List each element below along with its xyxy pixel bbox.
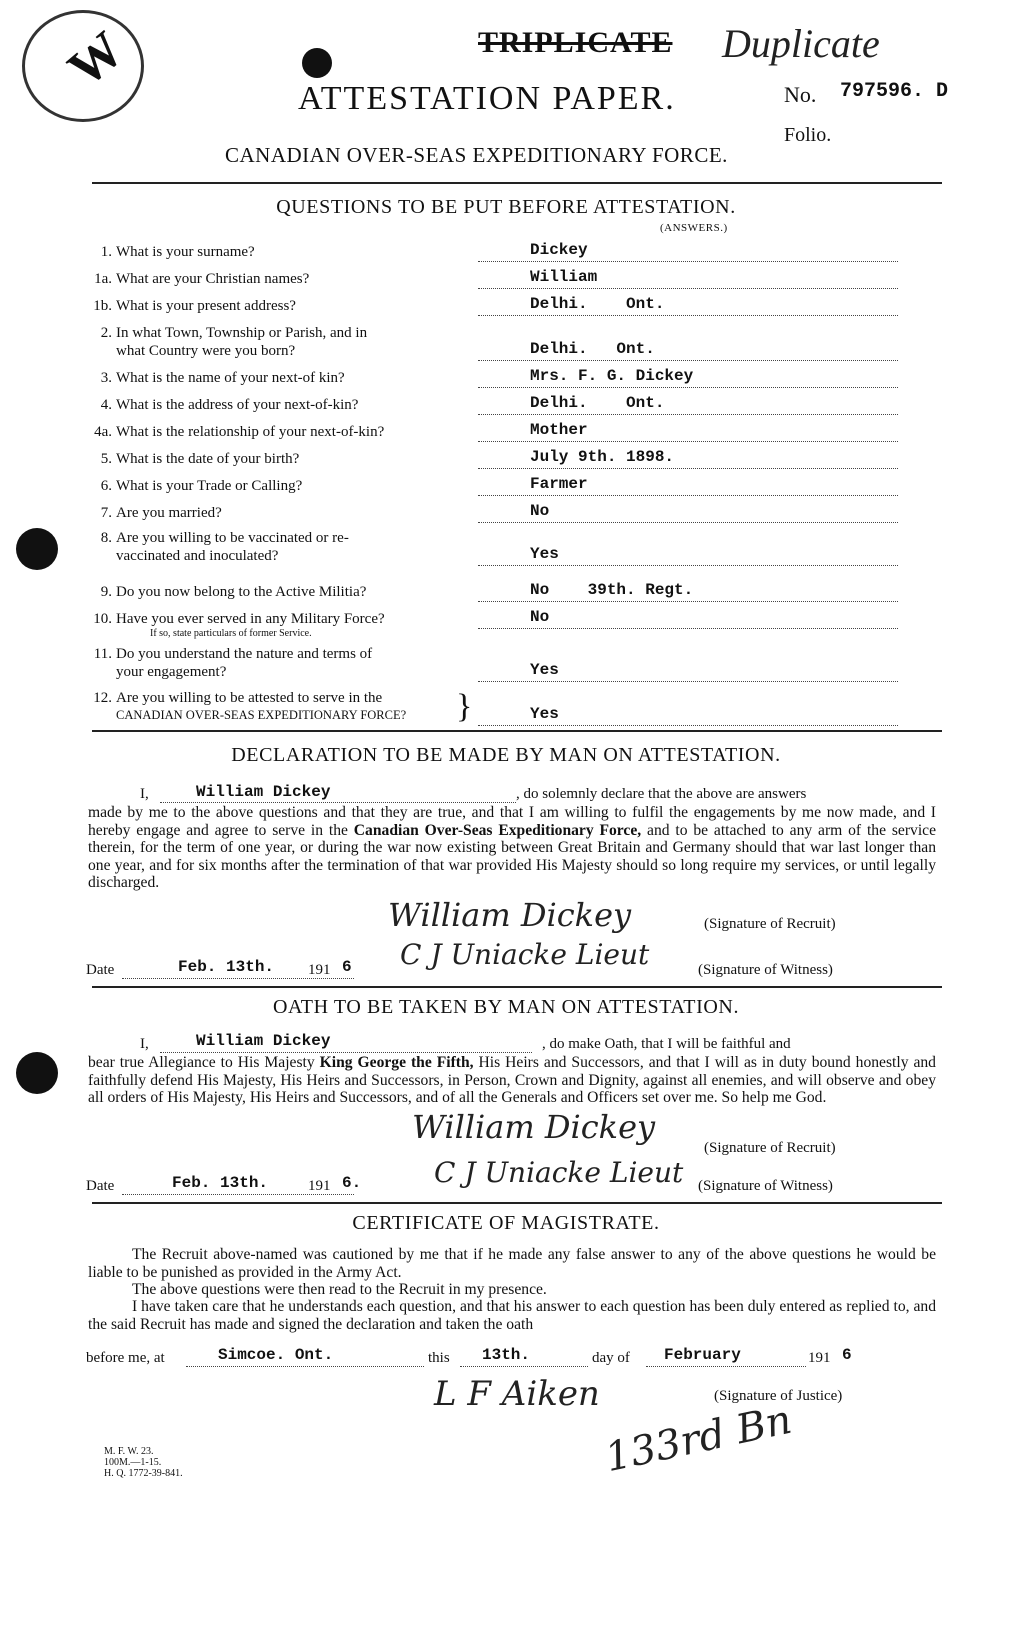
declaration-body-part-a: made by me to the above questions and that they are true, and that I am willing to fulfil the engagements by me now made, and I hereby engage and agree to serve in the (88, 804, 936, 839)
question-answer: Yes (530, 705, 559, 723)
question-text-continued: vaccinated and inoculated? (116, 548, 279, 564)
certificate-day-line (460, 1366, 588, 1367)
declaration-recruit-label: (Signature of Recruit) (704, 916, 836, 932)
question-text-continued: your engagement? (116, 664, 227, 680)
oath-heading: OATH TO BE TAKEN BY MAN ON ATTESTATION. (272, 996, 740, 1018)
declaration-year-prefix: 191 (308, 962, 331, 978)
regimental-number: 797596. D (840, 80, 949, 103)
oath-body (88, 1054, 936, 1107)
oath-recruit-signature: William Dickey (412, 1108, 656, 1146)
answer-line (478, 315, 898, 316)
question-answer: No (530, 608, 550, 626)
answer-line (478, 288, 898, 289)
questions-heading: QUESTIONS TO BE PUT BEFORE ATTESTATION. (276, 196, 736, 218)
question-answer: No (530, 502, 550, 520)
question-text: What is your present address? (116, 298, 296, 314)
declaration-body (88, 804, 936, 892)
question-number: 6. (100, 478, 112, 494)
folio-label: Folio. (784, 124, 832, 146)
question-answer: Farmer (530, 475, 588, 493)
question-text-continued: what Country were you born? (116, 343, 296, 359)
document-title: ATTESTATION PAPER. (298, 80, 676, 117)
header-divider (92, 182, 942, 184)
punch-hole-left-1 (16, 528, 58, 570)
declaration-date-label: Date (86, 962, 115, 978)
question-text: What is your Trade or Calling? (116, 478, 303, 494)
oath-year-prefix: 191 (308, 1178, 331, 1194)
declaration-body-part-b: and to be attached to any arm of the service therein, for the term of one year, or during the war now existing between Great Britain and Germany should that war last longer than one year, and for six months after the termination of that war provided His Majesty should so long require my services, or until legally discharged. (88, 821, 936, 891)
question-text: Do you now belong to the Active Militia? (116, 584, 367, 600)
declaration-year-digit: 6 (342, 958, 352, 976)
question-text: What are your Christian names? (116, 271, 310, 287)
question-12-bracket: } (456, 688, 473, 725)
declaration-divider (92, 986, 942, 988)
answer-line (478, 681, 898, 682)
answer-line (478, 725, 898, 726)
oath-witness-label: (Signature of Witness) (698, 1178, 833, 1194)
question-number: 8. (100, 530, 112, 546)
question-text: What is the name of your next-of kin? (116, 370, 345, 386)
question-number: 3. (100, 370, 112, 386)
oath-divider (92, 1202, 942, 1204)
form-code-footer (104, 1446, 183, 1479)
question-answer: Dickey (530, 241, 588, 259)
declaration-line1-rest: , do solemnly declare that the above are answers (516, 786, 807, 802)
oath-date: Feb. 13th. (172, 1174, 269, 1192)
declaration-witness-signature: C J Uniacke Lieut (400, 938, 650, 971)
oath-line1-rest: , do make Oath, that I will be faithful and (542, 1036, 791, 1052)
certificate-para-3: I have taken care that he understands each question, and that his answer to each question has been duly entered as replied to, and the said Recruit has made and signed the declaration and taken the oath (88, 1298, 936, 1333)
question-answer: No 39th. Regt. (530, 581, 694, 599)
certificate-place-line (186, 1366, 424, 1367)
question-text: Are you willing to be attested to serve in the (116, 690, 383, 706)
oath-name: William Dickey (196, 1032, 331, 1050)
question-text: Are you married? (116, 505, 222, 521)
answer-line (478, 628, 898, 629)
question-note: If so, state particulars of former Service. (150, 628, 312, 639)
certificate-day: 13th. (482, 1346, 531, 1364)
certificate-month-line (646, 1366, 806, 1367)
certificate-month: February (664, 1346, 741, 1364)
question-text: What is your surname? (116, 244, 255, 260)
question-answer: Delhi. Ont. (530, 394, 665, 412)
question-number: 5. (100, 451, 112, 467)
question-answer: July 9th. 1898. (530, 448, 675, 466)
declaration-name-line (160, 802, 516, 803)
answer-line (478, 495, 898, 496)
question-answer: Yes (530, 545, 559, 563)
question-answer: Yes (530, 661, 559, 679)
punch-hole-top (302, 48, 332, 78)
answer-line (478, 522, 898, 523)
number-label: No. (784, 82, 817, 107)
declaration-i-label: I, (140, 786, 149, 802)
question-number: 1. (100, 244, 112, 260)
declaration-heading: DECLARATION TO BE MADE BY MAN ON ATTESTATION. (231, 744, 781, 766)
handwritten-duplicate-note: Duplicate (722, 21, 880, 66)
declaration-recruit-signature: William Dickey (388, 896, 632, 934)
answer-line (478, 414, 898, 415)
question-number: 1b. (93, 298, 112, 314)
document-subtitle: CANADIAN OVER-SEAS EXPEDITIONARY FORCE. (225, 143, 728, 167)
form-code-line-1: M. F. W. 23. (104, 1446, 154, 1457)
certificate-heading: CERTIFICATE OF MAGISTRATE. (352, 1212, 660, 1234)
declaration-name: William Dickey (196, 783, 331, 801)
question-text: What is the date of your birth? (116, 451, 300, 467)
question-text: Are you willing to be vaccinated or re- (116, 530, 349, 546)
question-text-continued: CANADIAN OVER-SEAS EXPEDITIONARY FORCE? (116, 708, 407, 722)
certificate-year-prefix: 191 (808, 1350, 831, 1366)
certificate-year-digit: 6 (842, 1346, 852, 1364)
certificate-para-2: The above questions were then read to the Recruit in my presence. (132, 1281, 547, 1298)
certificate-day-of-label: day of (592, 1350, 630, 1366)
question-text: What is the address of your next-of-kin? (116, 397, 359, 413)
battalion-annotation: 133rd Bn (601, 1396, 796, 1482)
question-number: 4. (100, 397, 112, 413)
question-answer: Mrs. F. G. Dickey (530, 367, 694, 385)
oath-i-label: I, (140, 1036, 149, 1052)
oath-date-label: Date (86, 1178, 115, 1194)
answer-line (478, 565, 898, 566)
declaration-body-bold: Canadian Over-Seas Expeditionary Force, (353, 821, 642, 839)
questions-divider (92, 730, 942, 732)
oath-recruit-label: (Signature of Recruit) (704, 1140, 836, 1156)
oath-year-digit: 6. (342, 1174, 362, 1192)
answers-label: (ANSWERS.) (660, 222, 728, 234)
answer-line (478, 360, 898, 361)
question-number: 9. (100, 584, 112, 600)
corner-stamp-letter: W (57, 20, 135, 99)
answer-line (478, 261, 898, 262)
question-number: 12. (93, 690, 112, 706)
question-answer: Delhi. Ont. (530, 340, 655, 358)
certificate-this-label: this (428, 1350, 450, 1366)
question-number: 11. (93, 646, 112, 662)
magistrate-label: (Signature of Justice) (714, 1388, 843, 1404)
answer-line (478, 387, 898, 388)
question-answer: Delhi. Ont. (530, 295, 665, 313)
answer-line (478, 441, 898, 442)
declaration-date: Feb. 13th. (178, 958, 275, 976)
oath-body-bold: King George the Fifth, (319, 1054, 474, 1071)
oath-name-line (160, 1052, 532, 1053)
declaration-witness-label: (Signature of Witness) (698, 962, 833, 978)
answer-line (478, 601, 898, 602)
form-code-line-2: 100M.—1-15. (104, 1457, 162, 1468)
question-text: Have you ever served in any Military Force? (116, 611, 385, 627)
form-code-line-3: H. Q. 1772-39-841. (104, 1468, 183, 1479)
question-number: 1a. (94, 271, 112, 287)
punch-hole-left-2 (16, 1052, 58, 1094)
question-answer: William (530, 268, 598, 286)
question-number: 4a. (94, 424, 112, 440)
question-number: 7. (100, 505, 112, 521)
oath-body-part-a: bear true Allegiance to His Majesty (88, 1054, 320, 1071)
oath-witness-signature: C J Uniacke Lieut (434, 1156, 684, 1189)
question-text: Do you understand the nature and terms of (116, 646, 373, 662)
oath-body-part-b: His Heirs and Successors, and that I will as in duty bound honestly and faithfully defend His Majesty, His Heirs and Successors, in Person, Crown and Dignity, against all enemies, and will observe and obey all orders of His Majesty, His Heirs and Successors, and of all the Generals and Officers set over me. So help me God. (88, 1054, 936, 1106)
certificate-place: Simcoe. Ont. (218, 1346, 334, 1364)
certificate-para-1: The Recruit above-named was cautioned by me that if he made any false answer to any of the above questions he would be liable to be punished as provided in the Army Act. (88, 1246, 936, 1281)
question-text: What is the relationship of your next-of-kin? (116, 424, 385, 440)
question-number: 2. (100, 325, 112, 341)
answer-line (478, 468, 898, 469)
question-number: 10. (93, 611, 112, 627)
question-text: In what Town, Township or Parish, and in (116, 325, 368, 341)
question-answer: Mother (530, 421, 588, 439)
magistrate-signature: L F Aiken (434, 1374, 600, 1414)
crossed-out-copy-label: TRIPLICATE (478, 26, 673, 59)
certificate-before-label: before me, at (86, 1350, 165, 1366)
